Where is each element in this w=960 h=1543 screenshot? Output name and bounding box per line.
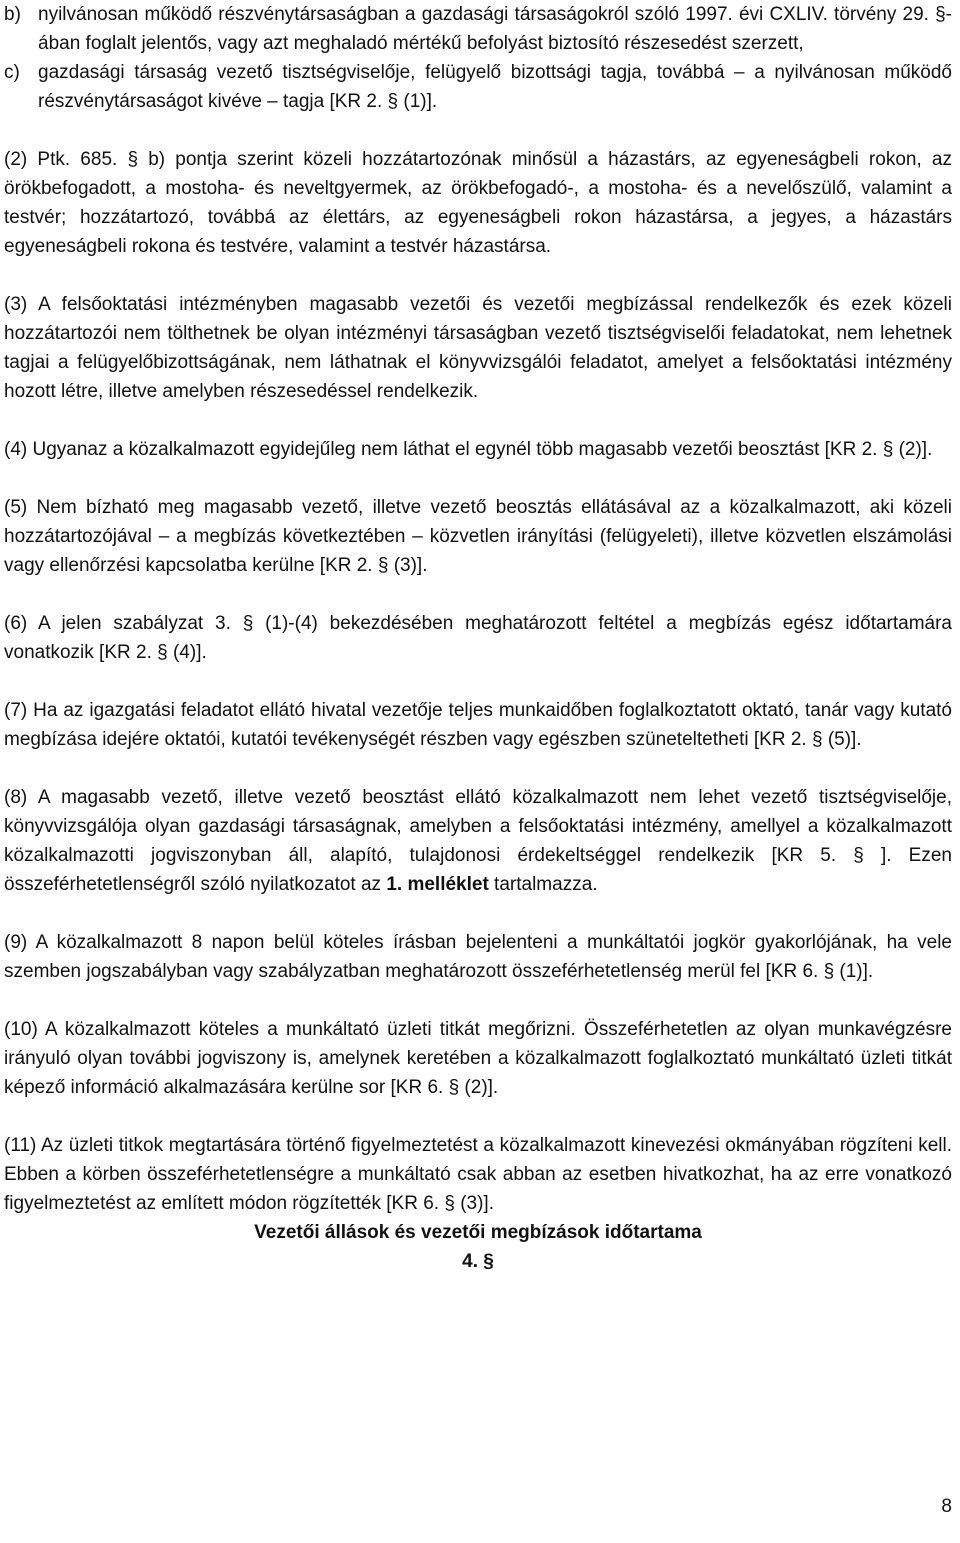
paragraph-10: (10) A közalkalmazott köteles a munkáltató üzleti titkát megőrizni. Összeférhetetlen az olyan munkavégzésre irányuló olyan további jogviszony is, amelynek keretében a közalkalmazott foglalkoztató munkáltató üzleti titkát képező információ alkalmazására kerülne sor [KR 6. § (2)]. bbox=[4, 1019, 952, 1098]
paragraph-11: (11) Az üzleti titkok megtartására történő figyelmeztetést a közalkalmazott kinevezési okmányában rögzíteni kell. Ebben a körben összeférhetetlenségre a munkáltató csak abban az esetben hivatkozhat, ha az erre vonatkozó figyelmeztetést az említett módon rögzítették [KR 6. § (3)]. bbox=[4, 1135, 952, 1214]
section-title: Vezetői állások és vezetői megbízások időtartama bbox=[254, 1222, 702, 1243]
list-item-c bbox=[4, 58, 952, 116]
list-marker: c) bbox=[4, 62, 20, 83]
list-item-text: nyilvánosan működő részvénytársaságban a gazdasági társaságokról szóló 1997. évi CXLIV. törvény 29. §-ában foglalt jelentős, vagy azt meghaladó mértékű befolyást biztosító részesedést szerzett, bbox=[38, 4, 952, 54]
paragraph-8 bbox=[4, 783, 952, 899]
list-marker: b) bbox=[4, 4, 21, 25]
annex-reference: 1. melléklet bbox=[386, 874, 489, 895]
section-number: 4. § bbox=[462, 1251, 494, 1272]
list-item-text: gazdasági társaság vezető tisztségviselője, felügyelő bizottsági tagja, továbbá – a nyilvánosan működő részvénytársaságot kivéve – tagja [KR 2. § (1)]. bbox=[38, 62, 952, 112]
page-number: 8 bbox=[941, 1496, 952, 1517]
list-item-b bbox=[4, 0, 952, 58]
paragraph-6: (6) A jelen szabályzat 3. § (1)-(4) bekezdésében meghatározott feltétel a megbízás egész időtartamára vonatkozik [KR 2. § (4)]. bbox=[4, 613, 952, 663]
paragraph-3: (3) A felsőoktatási intézményben magasabb vezetői és vezetői megbízással rendelkezők és ezek közeli hozzátartozói nem tölthetnek be olyan intézményi társaságban vezető tisztségviselői feladatokat, nem lehetnek tagjai a felügyelőbizottságának, nem láthatnak el könyvvizsgálói feladatot, amelyet a felsőoktatási intézmény hozott létre, illetve amelyben részesedéssel rendelkezik. bbox=[4, 294, 952, 402]
paragraph-9: (9) A közalkalmazott 8 napon belül köteles írásban bejelenteni a munkáltatói jogkör gyakorlójának, ha vele szemben jogszabályban vagy szabályzatban meghatározott összeférhetetlenség merül fel [KR 6. § (1)]. bbox=[4, 932, 952, 982]
paragraph-4: (4) Ugyanaz a közalkalmazott egyidejűleg nem láthat el egynél több magasabb vezetői beosztást [KR 2. § (2)]. bbox=[4, 439, 933, 460]
paragraph-2: (2) Ptk. 685. § b) pontja szerint közeli hozzátartozónak minősül a házastárs, az egyeneságbeli rokon, az örökbefogadott, a mostoha- és neveltgyermek, az örökbefogadó-, a mostoha- és a nevelőszülő, valamint a testvér; hozzátartozó, továbbá az élettárs, az egyeneságbeli rokon házastársa, a jegyes, a házastárs egyeneságbeli rokona és testvére, valamint a testvér házastársa. bbox=[4, 149, 952, 257]
paragraph-7: (7) Ha az igazgatási feladatot ellátó hivatal vezetője teljes munkaidőben foglalkoztatott oktató, tanár vagy kutató megbízása idejére oktatói, kutatói tevékenységét részben vagy egészben szüneteltetheti [KR 2. § (5)]. bbox=[4, 700, 952, 750]
paragraph-8-text: (8) A magasabb vezető, illetve vezető beosztást ellátó közalkalmazott nem lehet vezető tisztségviselője, könyvvizsgálója olyan gazdasági társaságnak, amelyben a felsőoktatási intézmény, amellyel a közalkalmazott közalkalmazotti jogviszonyban áll, alapító, tulajdonosi érdekeltséggel rendelkezik [KR 5. § ]. Ezen összeférhetetlenségről szóló nyilatkozatot az bbox=[4, 787, 952, 895]
paragraph-5: (5) Nem bízható meg magasabb vezető, illetve vezető beosztás ellátásával az a közalkalmazott, aki közeli hozzátartozójával – a megbízás következtében – közvetlen irányítási (felügyeleti), illetve közvetlen elszámolási vagy ellenőrzési kapcsolatba kerülne [KR 2. § (3)]. bbox=[4, 497, 952, 576]
paragraph-8-tail: tartalmazza. bbox=[488, 874, 598, 895]
